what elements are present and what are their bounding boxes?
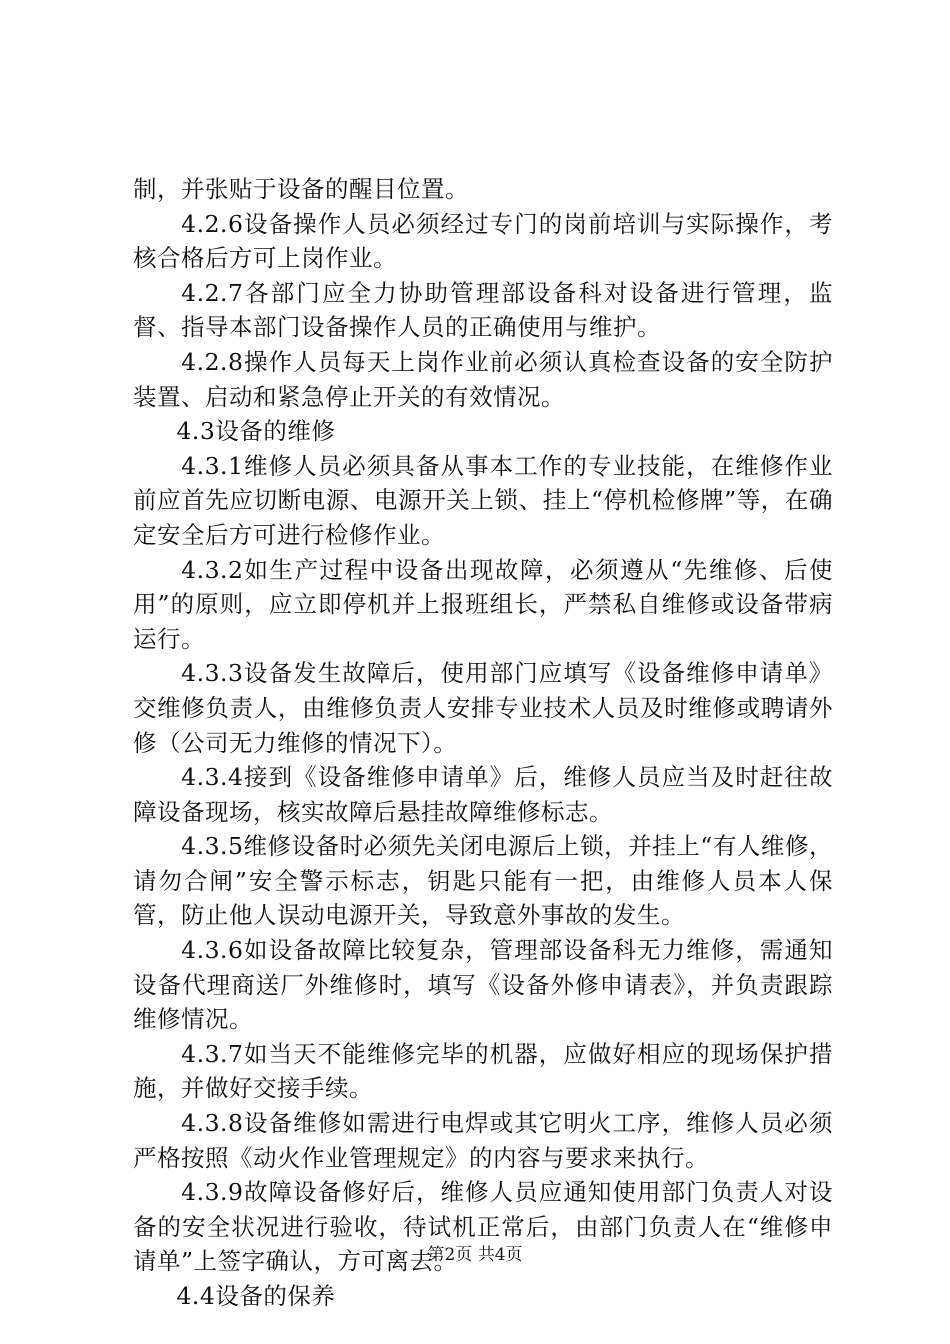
- paragraph-4-3-8: 4.3.8设备维修如需进行电焊或其它明火工序，维修人员必须严格按照《动火作业管理规定》的内容与要求来执行。: [133, 1109, 833, 1172]
- document-body: [133, 172, 833, 1314]
- page-footer: [0, 1244, 950, 1266]
- paragraph-4-3-5: 4.3.5维修设备时必须先关闭电源后上锁，并挂上“有人维修，请勿合闸”安全警示标志，钥匙只能有一把，由维修人员本人保管，防止他人误动电源开关，导致意外事故的发生。: [133, 832, 833, 930]
- paragraph-continuation: 制，并张贴于设备的醒目位置。: [133, 175, 469, 203]
- paragraph-4-2-6: 4.2.6设备操作人员必须经过专门的岗前培训与实际操作，考核合格后方可上岗作业。: [133, 209, 833, 273]
- paragraph-4-3-9: 4.3.9故障设备修好后，维修人员应通知使用部门负责人对设备的安全状况进行验收，待试机正常后，由部门负责人在“维修申请单”上签字确认，方可离去。: [133, 1178, 833, 1276]
- paragraph-4-3-6: 4.3.6如设备故障比较复杂，管理部设备科无力维修，需通知设备代理商送厂外维修时，填写《设备外修申请表》，并负责跟踪维修情况。: [133, 936, 833, 1034]
- paragraph-4-3-7: 4.3.7如当天不能维修完毕的机器，应做好相应的现场保护措施，并做好交接手续。: [133, 1039, 833, 1103]
- paragraph-4-3-4: 4.3.4接到《设备维修申请单》后，维修人员应当及时赶往故障设备现场，核实故障后悬挂故障维修标志。: [133, 763, 833, 826]
- page-number-label: 第2页 共4页: [427, 1245, 523, 1265]
- section-heading-4-4: 4.4设备的保养: [176, 1282, 336, 1310]
- section-heading-4-3: 4.3设备的维修: [176, 417, 336, 446]
- paragraph-4-2-8: 4.2.8操作人员每天上岗作业前必须认真检查设备的安全防护装置、启动和紧急停止开关的有效情况。: [133, 347, 833, 411]
- paragraph-4-2-7: 4.2.7各部门应全力协助管理部设备科对设备进行管理，监督、指导本部门设备操作人员的正确使用与维护。: [133, 278, 833, 342]
- paragraph-4-3-1: 4.3.1维修人员必须具备从事本工作的专业技能，在维修作业前应首先应切断电源、电源开关上锁、挂上“停机检修牌”等，在确定安全后方可进行检修作业。: [133, 451, 833, 549]
- paragraph-4-3-2: 4.3.2如生产过程中设备出现故障，必须遵从“先维修、后使用”的原则，应立即停机并上报班组长，严禁私自维修或设备带病运行。: [133, 555, 833, 653]
- paragraph-4-3-3: 4.3.3设备发生故障后，使用部门应填写《设备维修申请单》交维修负责人，由维修负责人安排专业技术人员及时维修或聘请外修（公司无力维修的情况下）。: [133, 659, 833, 757]
